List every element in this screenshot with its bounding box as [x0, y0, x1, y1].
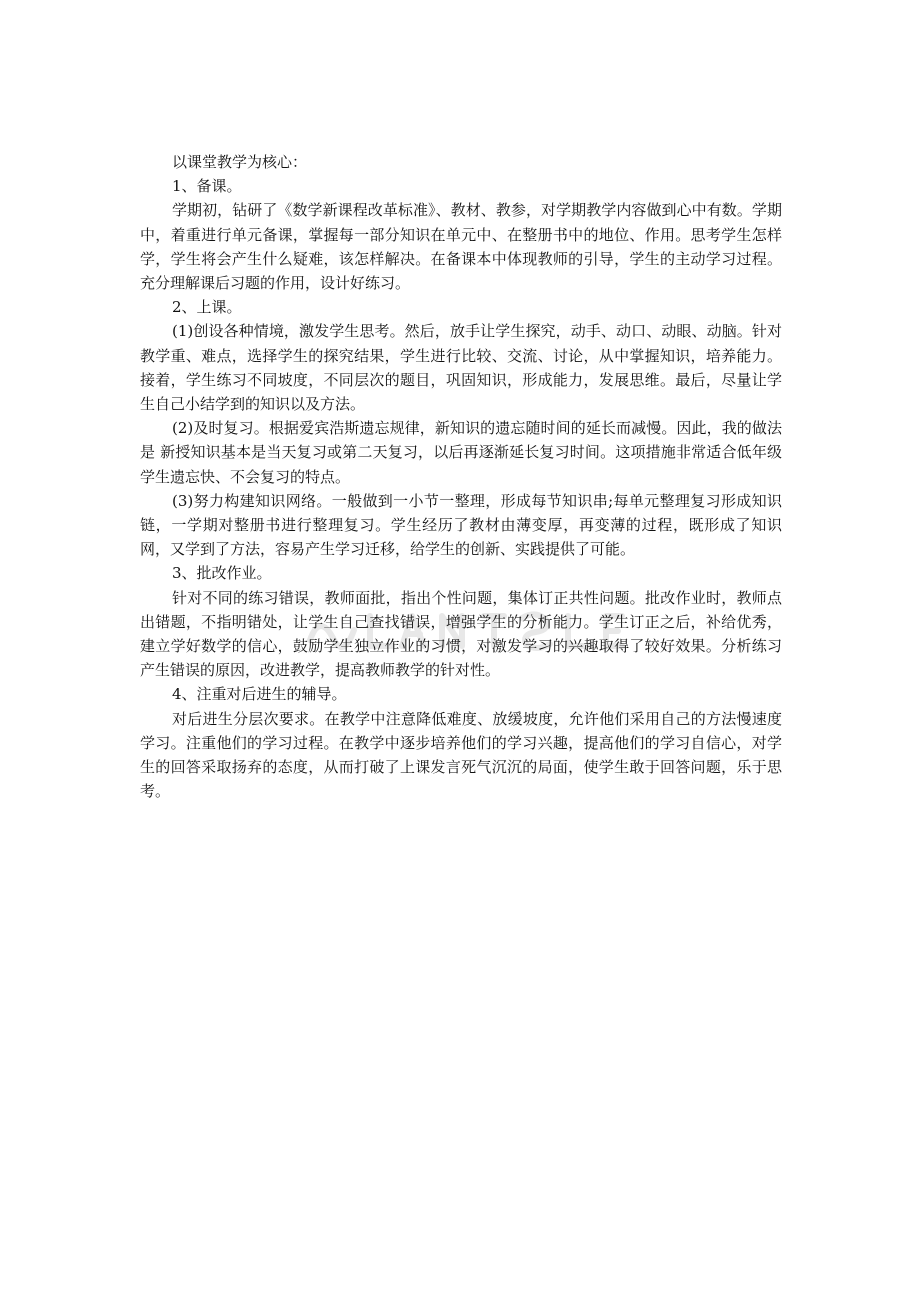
paragraph-create-scenarios: (1)创设各种情境，激发学生思考。然后，放手让学生探究，动手、动口、动眼、动脑。针对教学重、难点，选择学生的探究结果，学生进行比较、交流、讨论，从中掌握知识，培养能力。接着，学生练习不同坡度，不同层次的题目，巩固知识，形成能力，发展思维。最后，尽量让学生自己小结学到的知识以及方法。 — [140, 322, 782, 414]
document-body — [140, 150, 782, 803]
paragraph-grading-homework: 针对不同的练习错误，教师面批，指出个性问题，集体订正共性问题。批改作业时，教师点出错题，不指明错处，让学生自己查找错误，增强学生的分析能力。学生订正之后，补给优秀，建立学好数学的信心，鼓励学生独立作业的习惯，对激发学习的兴趣取得了较好效果。分析练习产生错误的原因，改进教学，提高教师教学的针对性。 — [140, 588, 782, 680]
heading-class-teaching: 2、上课。 — [172, 298, 242, 317]
heading-grading-homework: 3、批改作业。 — [172, 564, 272, 583]
paragraph-timely-review: (2)及时复习。根据爱宾浩斯遗忘规律，新知识的遗忘随时间的延长而减慢。因此，我的做法是 新授知识基本是当天复习或第二天复习，以后再逐渐延长复习时间。这项措施非常适合低年级学生遗忘快、不会复习的特点。 — [140, 419, 782, 486]
section-intro: 以课堂教学为核心： — [172, 153, 308, 171]
heading-underachiever-support: 4、注重对后进生的辅导。 — [172, 685, 347, 704]
paragraph-knowledge-network: (3)努力构建知识网络。一般做到一小节一整理，形成每节知识串;每单元整理复习形成知识链，一学期对整册书进行整理复习。学生经历了教材由薄变厚，再变薄的过程，既形成了知识网，又学到了方法，容易产生学习迁移，给学生的创新、实践提供了可能。 — [140, 491, 782, 559]
paragraph-lesson-prep: 学期初，钻研了《数学新课程改革标准》、教材、教参，对学期教学内容做到心中有数。学期中，着重进行单元备课，掌握每一部分知识在单元中、在整册书中的地位、作用。思考学生怎样学，学生将会产生什么疑难，该怎样解决。在备课本中体现教师的引导，学生的主动学习过程。充分理解课后习题的作用，设计好练习。 — [140, 201, 782, 293]
heading-lesson-prep: 1、备课。 — [172, 177, 242, 196]
paragraph-underachiever-support: 对后进生分层次要求。在教学中注意降低难度、放缓坡度，允许他们采用自己的方法慢速度学习。注重他们的学习过程。在教学中逐步培养他们的学习兴趣，提高他们的学习自信心，对学生的回答采取扬弃的态度，从而打破了上课发言死气沉沉的局面，使学生敢于回答问题，乐于思考。 — [140, 709, 782, 801]
